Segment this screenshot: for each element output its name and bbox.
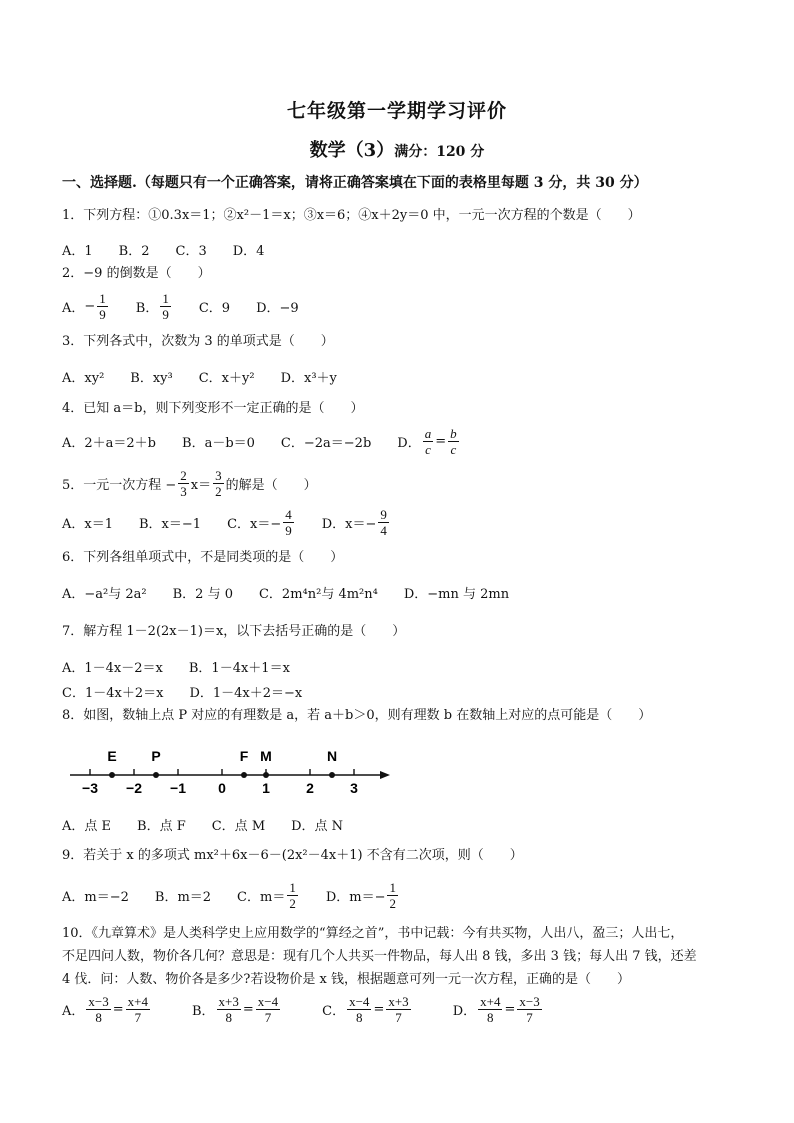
option-a[interactable]: A． − $\frac{1}{9}$ [62, 291, 106, 322]
question-4-options [62, 426, 487, 457]
fraction: $\frac{b}{c}$ [450, 426, 457, 457]
question-9-options [62, 880, 426, 911]
point-marker [329, 772, 335, 778]
axis-tick-label: −2 [126, 780, 142, 796]
question-10-options [62, 994, 570, 1025]
option-a[interactable]: A．x＝1 [62, 517, 113, 532]
option-d[interactable]: D．−9 [256, 301, 299, 316]
question-2-stem: 2．−9 的倒数是（ ） [62, 266, 211, 281]
option-c[interactable]: C．x＋y² [198, 371, 255, 386]
option-d[interactable]: D．点 N [291, 819, 344, 834]
question-6-stem: 6．下列各组单项式中，不是同类项的是（ ） [62, 550, 344, 565]
axis-tick-label: −1 [170, 780, 186, 796]
option-b[interactable]: B．xy³ [130, 371, 173, 386]
fraction: $\frac{x-4}{8}$ [349, 994, 370, 1025]
option-a[interactable]: A．点 E [62, 819, 112, 834]
option-b[interactable]: B． $\frac{1}{9}$ [135, 291, 169, 322]
question-8-stem: 8．如图，数轴上点 P 对应的有理数是 a，若 a＋b＞0，则有理数 b 在数轴上对应的点可能是（ ） [62, 708, 652, 723]
option-b[interactable]: B．a－b＝0 [182, 436, 255, 451]
option-d[interactable]: D．x＝− $\frac{9}{4}$ [321, 507, 387, 538]
fraction: $\frac{x+3}{7}$ [388, 994, 409, 1025]
option-c[interactable]: C．−2a＝−2b [280, 436, 372, 451]
question-9-stem: 9．若关于 x 的多项式 mx²＋6x－6－(2x²－4x＋1) 不含有二次项，则（ ） [62, 848, 523, 863]
option-c[interactable]: C． $\frac{x-4}{8}$ = $\frac{x+3}{7}$ [322, 994, 409, 1025]
option-c[interactable]: C．2m⁴n²与 4m²n⁴ [258, 587, 378, 602]
option-d[interactable]: D．1－4x＋2＝−x [189, 686, 303, 701]
option-b[interactable]: B．2 与 0 [172, 587, 233, 602]
question-5-options [62, 507, 417, 538]
question-4-stem: 4．已知 a＝b，则下列变形不一定正确的是（ ） [62, 401, 364, 416]
question-2-options [62, 291, 325, 322]
fraction: $\frac{1}{2}$ [389, 880, 396, 911]
option-c[interactable]: C．点 M [211, 819, 266, 834]
number-line-figure [66, 738, 396, 798]
option-a[interactable]: A．xy² [62, 371, 105, 386]
fraction: $\frac{1}{9}$ [162, 291, 169, 322]
page-subtitle [0, 136, 794, 162]
point-label: F [239, 748, 249, 764]
option-c[interactable]: C．1－4x＋2＝x [62, 686, 164, 701]
fraction: $\frac{x-3}{8}$ [88, 994, 109, 1025]
fraction: $\frac{9}{4}$ [380, 507, 387, 538]
axis-tick-label: −3 [82, 780, 98, 796]
option-d[interactable]: D．4 [232, 244, 265, 259]
fraction: $\frac{a}{c}$ [424, 426, 432, 457]
fraction: $\frac{x+3}{8}$ [218, 994, 239, 1025]
option-c[interactable]: C．x＝− $\frac{4}{9}$ [227, 507, 292, 538]
point-label: M [260, 748, 272, 764]
option-b[interactable]: B．x＝−1 [139, 517, 202, 532]
question-5-stem: 5．一元一次方程 − $\frac{2}{3}$ x＝ $\frac{3}{2}$ 的解是（ ） [62, 468, 317, 499]
question-7-options-row2 [62, 682, 328, 701]
option-d[interactable]: D．m＝− $\frac{1}{2}$ [325, 880, 396, 911]
score-label: 满分：120 分 [394, 144, 485, 160]
question-3-options [62, 367, 363, 386]
fraction: $\frac{x+4}{8}$ [480, 994, 501, 1025]
fraction: $\frac{2}{3}$ [180, 468, 187, 499]
option-d[interactable]: D． $\frac{x+4}{8}$ = $\frac{x-3}{7}$ [452, 994, 540, 1025]
question-7-stem: 7．解方程 1－2(2x－1)＝x，以下去括号正确的是（ ） [62, 624, 406, 639]
axis-tick-label: 3 [350, 780, 358, 796]
question-8-options [62, 815, 369, 834]
fraction: $\frac{4}{9}$ [285, 507, 292, 538]
axis-tick-label: 1 [262, 780, 270, 796]
axis-arrow-icon [380, 771, 390, 779]
option-c[interactable]: C．3 [175, 244, 207, 259]
option-a[interactable]: A．2＋a＝2＋b [62, 436, 157, 451]
point-marker [263, 772, 269, 778]
option-d[interactable]: D．x³＋y [280, 371, 337, 386]
point-marker [153, 772, 159, 778]
axis-tick-label: 0 [218, 780, 226, 796]
subject-label: 数学（3） [309, 140, 395, 161]
option-b[interactable]: B．2 [118, 244, 150, 259]
page-title: 七年级第一学期学习评价 [286, 100, 507, 122]
fraction: $\frac{1}{2}$ [289, 880, 296, 911]
fraction: $\frac{3}{2}$ [215, 468, 222, 499]
fraction: $\frac{1}{9}$ [99, 291, 106, 322]
question-7-options-row1 [62, 657, 316, 676]
point-label: N [326, 748, 338, 764]
fraction: $\frac{x-3}{7}$ [519, 994, 540, 1025]
option-c[interactable]: C．9 [198, 301, 231, 316]
point-label: P [151, 748, 161, 764]
question-6-options [62, 583, 535, 602]
option-a[interactable]: A． $\frac{x-3}{8}$ = $\frac{x+4}{7}$ [62, 994, 148, 1025]
fraction: $\frac{x+4}{7}$ [127, 994, 148, 1025]
point-marker [109, 772, 115, 778]
question-1-options [62, 240, 290, 259]
question-3-stem: 3．下列各式中，次数为 3 的单项式是（ ） [62, 334, 334, 349]
option-b[interactable]: B． $\frac{x+3}{8}$ = $\frac{x-4}{7}$ [191, 994, 279, 1025]
option-a[interactable]: A．1－4x－2＝x [62, 661, 163, 676]
option-a[interactable]: A．m＝−2 [62, 890, 129, 905]
option-c[interactable]: C．m＝ $\frac{1}{2}$ [237, 880, 296, 911]
option-b[interactable]: B．m＝2 [154, 890, 212, 905]
option-a[interactable]: A．1 [62, 244, 93, 259]
option-b[interactable]: B．点 F [137, 819, 186, 834]
option-d[interactable]: D． $\frac{a}{c}$ = $\frac{b}{c}$ [397, 426, 457, 457]
question-1-stem: 1．下列方程：①0.3x＝1；②x²－1＝x；③x＝6；④x＋2y＝0 中，一元一次方程的个数是（ ） [62, 208, 641, 223]
point-label: E [107, 748, 117, 764]
point-marker [241, 772, 247, 778]
axis-tick-label: 2 [306, 780, 314, 796]
option-b[interactable]: B．1－4x＋1＝x [188, 661, 290, 676]
option-d[interactable]: D．−mn 与 2mn [403, 587, 510, 602]
option-a[interactable]: A．−a²与 2a² [62, 587, 147, 602]
question-10-stem: 10．《九章算术》是人类科学史上应用数学的“算经之首”，书中记载：今有共买物，人出八，盈三；人出七， 不足四问人数，物价各几何？意思是：现有几个人共买一件物品，每人出 8 钱，多出 3 钱；每人出 7 钱，还差 4 伐．问：人数、物价各是多少?若设物价是 x 钱，根据题意可列一元一次方程，正确的是（ ） [62, 926, 697, 987]
fraction: $\frac{x-4}{7}$ [257, 994, 279, 1025]
section-heading: 一、选择题.（每题只有一个正确答案，请将正确答案填在下面的表格里每题 3 分，共 30 分） [62, 175, 648, 191]
